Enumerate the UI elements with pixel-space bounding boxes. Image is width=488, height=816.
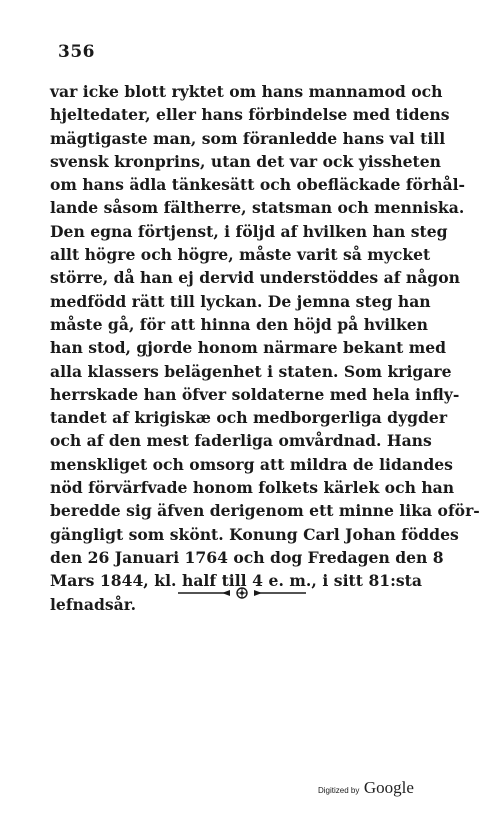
text-line: tandet af krigiskæ och medborgerliga dygder xyxy=(50,408,448,428)
text-line: nöd förvärfvade honom folkets kärlek och han xyxy=(50,478,455,498)
text-line: Mars 1844, kl. half till 4 e. m., i sitt 81:sta xyxy=(50,571,422,591)
ornament-divider xyxy=(178,587,306,599)
text-line: menskliget och omsorg att mildra de lidandes xyxy=(50,454,453,474)
text-line: alla klassers belägenhet i staten. Som krigare xyxy=(50,361,452,381)
text-line: han stod, gjorde honom närmare bekant med xyxy=(50,338,447,358)
text-line: den 26 Januari 1764 och dog Fredagen den 8 xyxy=(50,547,444,567)
page-number: 356 xyxy=(58,42,95,62)
body-text xyxy=(50,80,480,616)
text-line: lande såsom fältherre, statsman och menniska. xyxy=(50,198,465,218)
text-line: hjeltedater, eller hans förbindelse med tidens xyxy=(50,105,450,125)
text-line: svensk kronprins, utan det var ock yissheten xyxy=(50,151,441,171)
text-line: medfödd rätt till lyckan. De jemna steg han xyxy=(50,291,431,311)
text-line: var icke blott ryktet om hans mannamod och xyxy=(50,82,443,101)
google-wordmark: Google xyxy=(363,778,414,797)
text-line: mägtigaste man, som föranledde hans val till xyxy=(50,128,446,148)
text-line: gängligt som skönt. Konung Carl Johan föddes xyxy=(50,524,459,544)
digitized-label: Digitized by xyxy=(318,786,360,795)
text-line: herrskade han öfver soldaterne med hela infly- xyxy=(50,384,460,404)
text-line: lefnadsår. xyxy=(50,594,136,614)
text-line: om hans ädla tänkesätt och obefläckade förhål- xyxy=(50,175,466,195)
text-line: Den egna förtjenst, i följd af hvilken han steg xyxy=(50,221,448,241)
text-line: allt högre och högre, måste varit så mycket xyxy=(50,245,431,265)
text-line: större, då han ej dervid understöddes af någon xyxy=(50,268,460,288)
text-line: beredde sig äfven derigenom ett minne lika oför- xyxy=(50,501,480,521)
text-line: och af den mest faderliga omvårdnad. Hans xyxy=(50,431,432,451)
text-line: måste gå, för att hinna den höjd på hvilken xyxy=(50,314,429,334)
digitized-by-google-watermark xyxy=(318,778,414,798)
